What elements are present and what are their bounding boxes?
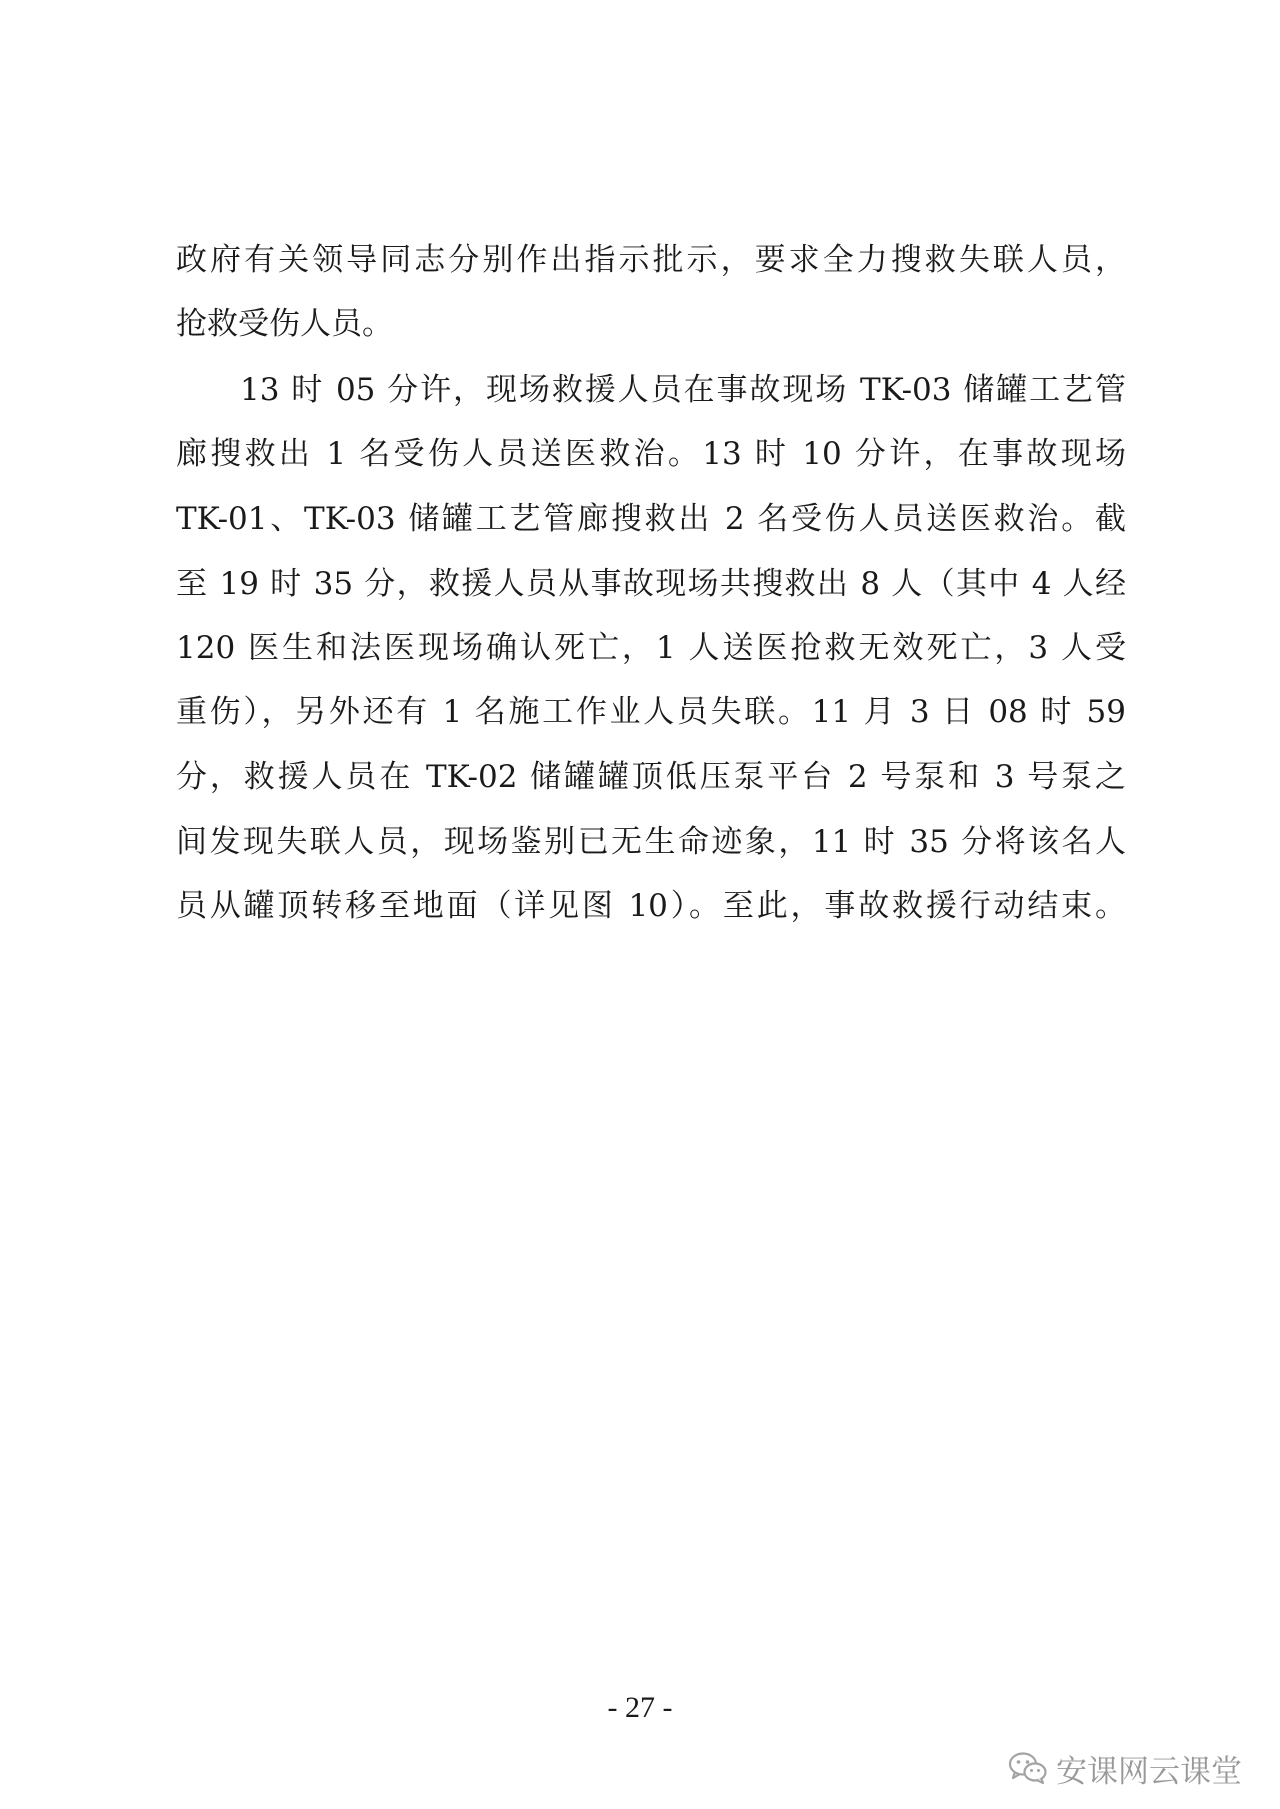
wechat-icon [1008, 1751, 1048, 1785]
text-line: 政府有关领导同志分别作出指示批示，要求全力搜救失联人员， [176, 242, 1126, 278]
text-line: 间发现失联人员，现场鉴别已无生命迹象，11 时 35 分将该名人 [176, 824, 1126, 860]
text-line: TK-01、TK-03 储罐工艺管廊搜救出 2 名受伤人员送医救治。截 [176, 501, 1126, 537]
text-line: 员从罐顶转移至地面（详见图 10）。至此，事故救援行动结束。 [176, 888, 1126, 924]
text-line: 分，救援人员在 TK-02 储罐罐顶低压泵平台 2 号泵和 3 号泵之 [176, 759, 1126, 795]
paragraph-first-line: 13 时 05 分许，现场救援人员在事故现场 TK-03 储罐工艺管 [240, 372, 1126, 408]
watermark [1008, 1746, 1242, 1790]
text-line: 廊搜救出 1 名受伤人员送医救治。13 时 10 分许，在事故现场 [176, 436, 1126, 472]
text-line: 120 医生和法医现场确认死亡，1 人送医抢救无效死亡，3 人受 [176, 630, 1126, 666]
text-line: 重伤），另外还有 1 名施工作业人员失联。11 月 3 日 08 时 59 [176, 694, 1126, 730]
text-line: 至 19 时 35 分，救援人员从事故现场共搜救出 8 人（其中 4 人经 [176, 566, 1126, 602]
page-number: - 27 - [607, 1691, 673, 1724]
watermark-text: 安课网云课堂 [1056, 1753, 1242, 1790]
text-line: 抢救受伤人员。 [176, 306, 393, 342]
